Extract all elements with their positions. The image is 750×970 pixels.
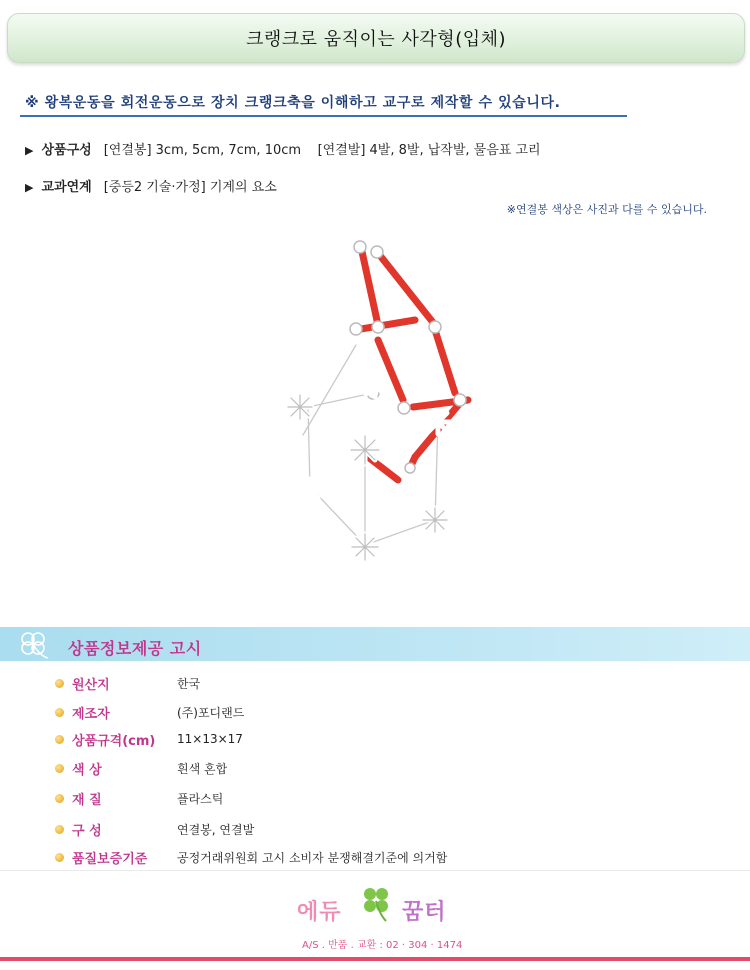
composition-value: [연결봉] 3cm, 5cm, 7cm, 10cm [연결발] 4발, 8발, 납작발, 물음표 고리 (103, 143, 541, 158)
product-image (270, 225, 490, 580)
spec-key: 재 질 (72, 792, 102, 808)
bullet-icon (55, 853, 64, 862)
logo-text-left: 에듀 (297, 900, 342, 925)
triangle-right-icon: ▶ (25, 144, 34, 157)
spec-value: 연결봉, 연결발 (177, 822, 255, 837)
title-bar (7, 13, 745, 63)
spec-row-material (55, 787, 223, 809)
spec-key: 상품규격(cm) (72, 733, 156, 749)
spec-value: 플라스틱 (177, 791, 224, 806)
bullet-icon (55, 679, 64, 688)
spec-row-warranty (55, 846, 447, 868)
spec-row-color (55, 757, 227, 779)
subtitle-underline (20, 115, 627, 117)
logo-text-right: 꿈터 (402, 900, 447, 925)
as-contact: A/S . 반품 . 교환 : 02 · 304 · 1474 (302, 940, 463, 951)
bullet-icon (55, 825, 64, 834)
subtitle: ※ 왕복운동을 회전운동으로 장치 크랭크축을 이해하고 교구로 제작할 수 있습니다. (25, 95, 561, 111)
curriculum-value: [중등2 기술·가정] 기계의 요소 (103, 180, 277, 195)
curriculum-label: 교과연계 (41, 180, 92, 195)
footer-divider (0, 870, 750, 871)
info-row-curriculum (25, 176, 277, 195)
spec-key: 품질보증기준 (72, 851, 148, 867)
info-row-composition (25, 139, 541, 158)
bullet-icon (55, 764, 64, 773)
bullet-icon (55, 794, 64, 803)
spec-value: 한국 (177, 676, 201, 691)
triangle-right-icon: ▶ (25, 181, 34, 194)
spec-value: 11×13×17 (177, 732, 243, 746)
spec-value: 흰색 혼합 (177, 761, 228, 776)
page-title: 크랭크로 움직이는 사각형(입체) (245, 29, 507, 50)
notice-title: 상품정보제공 고시 (68, 639, 202, 658)
spec-row-maker (55, 701, 244, 723)
bullet-icon (55, 708, 64, 717)
spec-row-size (55, 728, 243, 750)
bullet-icon (55, 735, 64, 744)
spec-value: (주)포디랜드 (177, 705, 245, 720)
bottom-border (0, 957, 750, 961)
spec-value: 공정거래위원회 고시 소비자 분쟁해결기준에 의거함 (177, 850, 448, 865)
composition-label: 상품구성 (41, 143, 92, 158)
spec-key: 색 상 (72, 762, 102, 778)
clover-icon (14, 628, 58, 662)
spec-key: 원산지 (72, 677, 110, 693)
spec-key: 제조자 (72, 706, 110, 722)
color-note: ※연결봉 색상은 사진과 다를 수 있습니다. (506, 203, 707, 216)
spec-key: 구 성 (72, 823, 102, 839)
spec-row-components (55, 818, 254, 840)
spec-row-origin (55, 672, 200, 694)
